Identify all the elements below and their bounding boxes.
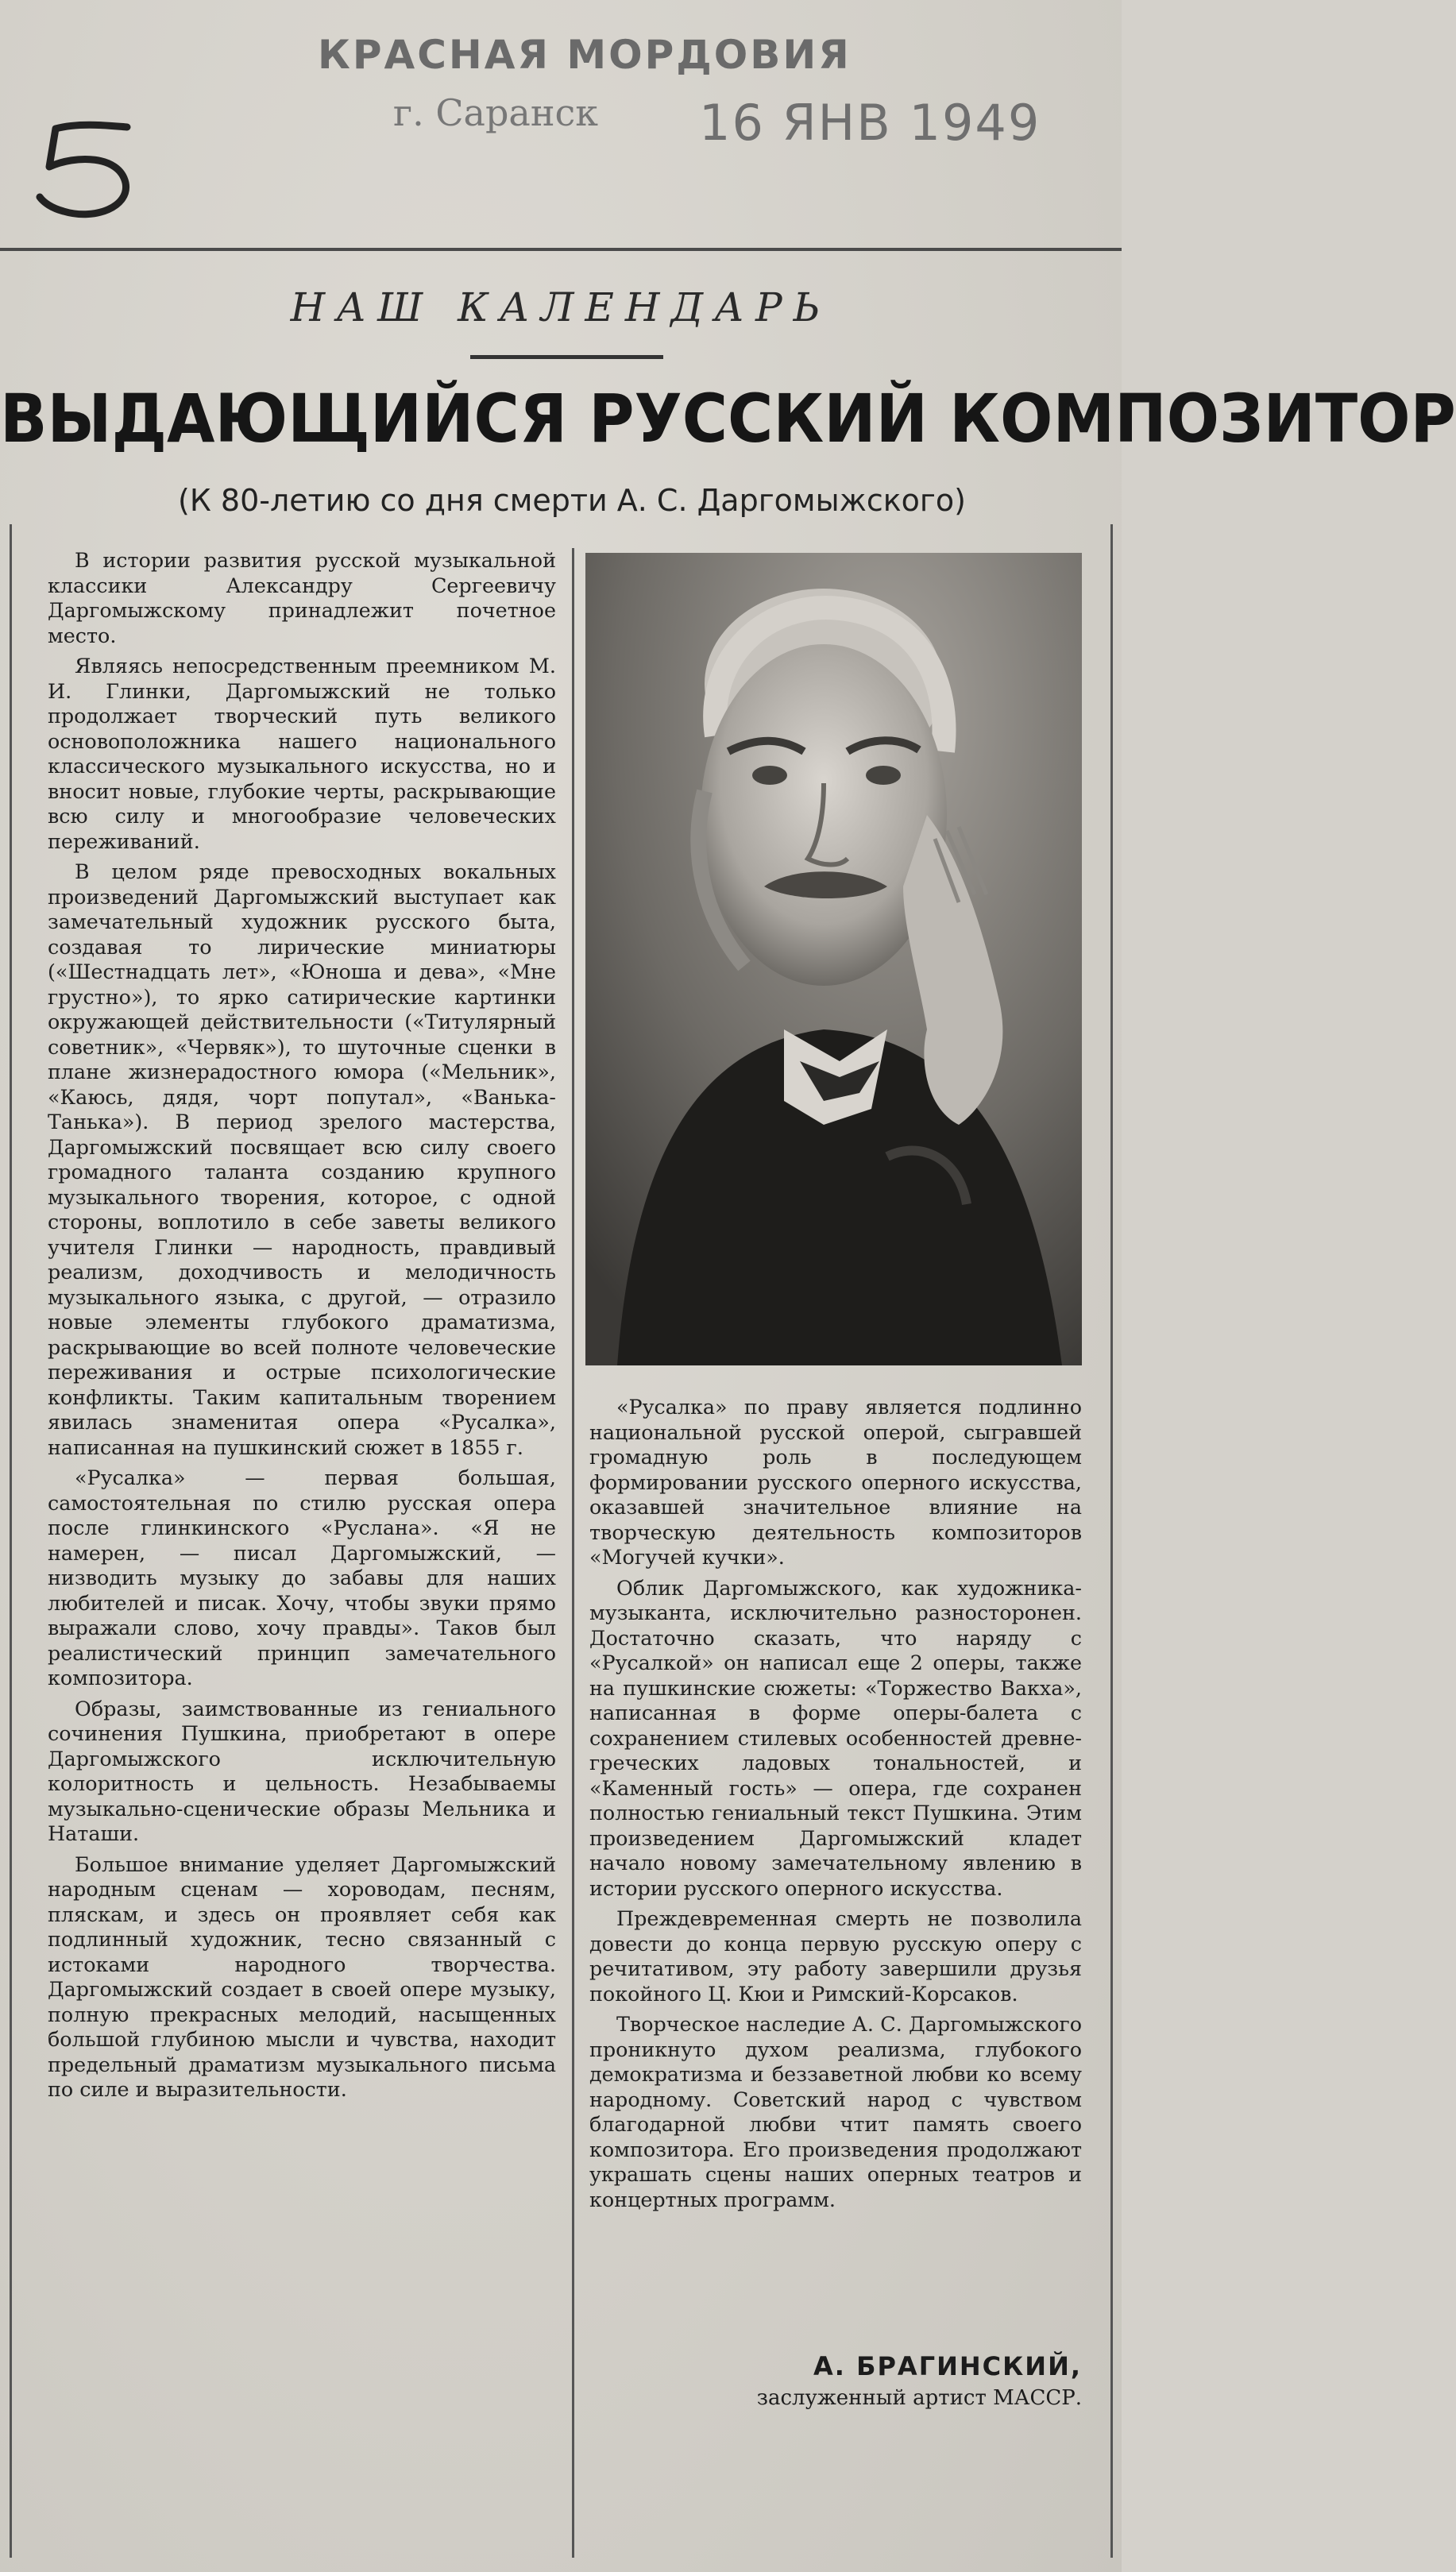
paragraph: Являясь непосредственным преемником М. И. Глинки, Даргомыжский не только продолжает творческий путь великого основоположника нашего национального классического музыкального искусства, но и вносит новые, глубокие черты, раскрывающие всю силу и многообразие человеческих переживаний. (48, 654, 556, 853)
article-column-right (589, 1395, 1082, 2218)
article-column-left (48, 548, 556, 2108)
column-divider (572, 548, 574, 2558)
left-border-rule (10, 524, 12, 2558)
composer-portrait-photo (585, 553, 1082, 1365)
article-subheadline: (К 80-летию со дня смерти А. С. Даргомыжского) (178, 483, 966, 518)
paragraph: Большое внимание уделяет Даргомыжский народным сценам — хороводам, песням, пляскам, и здесь он проявляет себя как подлинный художник, тесно связанный с истоками народного творчества. Даргомыжский создает в своей опере музыку, полную прекрасных мелодий, насыщенных большой глубиною мысли и чувства, находит предельный драматизм музыкального письма по силе и выразительности. (48, 1852, 556, 2101)
author-title: заслуженный артист МАССР. (756, 2386, 1082, 2410)
rubric-underline (470, 355, 663, 359)
paragraph: Образы, заимствованные из гениального сочинения Пушкина, приобретают в опере Даргомыжского исключительную колоритность и цельность. Незабываемы музыкально-сценические образы Мельника и Наташи. (48, 1696, 556, 1845)
paragraph: «Русалка» по праву является подлинно национальной русской оперой, сыгравшей громадную роль в последующем формировании русского оперного искусства, оказавшей значительное влияние на творческую деятельность композиторов «Могучей кучки». (589, 1395, 1082, 1569)
handwritten-page-number (32, 111, 151, 222)
archive-stamp-newspaper: КРАСНАЯ МОРДОВИЯ (318, 32, 852, 78)
rubric-title: НАШ КАЛЕНДАРЬ (290, 284, 832, 330)
article-headline: ВЫДАЮЩИЙСЯ РУССКИЙ КОМПОЗИТОР (0, 380, 1456, 458)
paragraph: Творческое наследие А. С. Даргомыжского проникнуто духом реализма, глубокого демократизма и беззаветной любви ко всему народному. Советский народ с чувством благодарной любви чтит память своего композитора. Его произведения продолжают украшать сцены наших оперных театров и концертных программ. (589, 2012, 1082, 2211)
paragraph: Преждевременная смерть не позволила довести до конца первую русскую оперу с речитативом, эту работу завершили друзья покойного Ц. Кюи и Римский-Корсаков. (589, 1906, 1082, 2006)
right-border-rule (1110, 524, 1113, 2558)
portrait-illustration (585, 553, 1082, 1365)
paragraph: Облик Даргомыжского, как художника-музыканта, исключительно разносторонен. Достаточно сказать, что наряду с «Русалкой» он написал еще 2 оперы, также на пушкинские сюжеты: «Торжество Вакха», написанная в форме оперы-балета с сохранением стилевых особенностей древне-греческих ладовых тональностей, и «Каменный гость» — опера, где сохранен полностью гениальный текст Пушкина. Этим произведением Даргомыжский кладет начало новому замечательному явлению в истории русского оперного искусства. (589, 1575, 1082, 1900)
paragraph: «Русалка» — первая большая, самостоятельная по стилю русская опера после глинкинского «Руслана». «Я не намерен, — писал Даргомыжский, — низводить музыку до забавы для наших любителей и писак. Хочу, чтобы звуки прямо выражали слово, хочу правды». Таков был реалистический принцип замечательного композитора. (48, 1466, 556, 1690)
top-divider (0, 248, 1122, 251)
author-name: А. БРАГИНСКИЙ, (813, 2351, 1082, 2381)
paragraph: В целом ряде превосходных вокальных произведений Даргомыжский выступает как замечательный художник русского быта, создавая то лирические миниатюры («Шестнадцать лет», «Юноша и дева», «Мне грустно»), то ярко сатирические картинки окружающей действительности («Титулярный советник», «Червяк»), то шуточные сценки в плане жизнерадостного юмора («Мельник», «Каюсь, дядя, чорт попутал», «Ванька-Танька»). В период зрелого мастерства, Даргомыжский посвящает всю силу своего громадного таланта созданию крупного музыкального творения, которое, с одной стороны, воплотило в себе заветы великого учителя Глинки — народность, правдивый реализм, доходчивость и мелодичность музыкального языка, с другой, — отразило новые элементы глубокого драматизма, раскрывающие во всей полноте человеческие переживания и острые психологические конфликты. Таким капитальным творением явилась знаменитая опера «Русалка», написанная на пушкинский сюжет в 1855 г. (48, 859, 556, 1459)
archive-stamp-city: г. Саранск (393, 91, 599, 134)
archive-stamp-date: 16 ЯНВ 1949 (699, 94, 1041, 152)
paragraph: В истории развития русской музыкальной классики Александру Сергеевичу Даргомыжскому принадлежит почетное место. (48, 548, 556, 647)
